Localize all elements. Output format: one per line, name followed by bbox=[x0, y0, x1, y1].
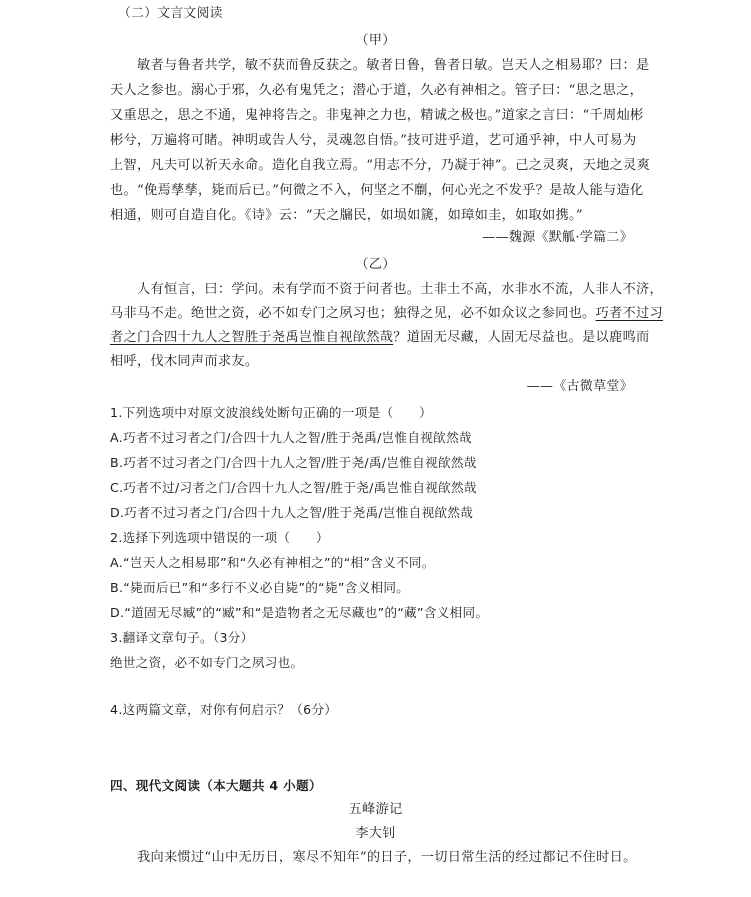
question-1-option: D.巧者不过习者之门/合四十九人之智/胜于尧禹/岂惟自视欿然哉 bbox=[110, 505, 474, 520]
passage-yi-title: （乙） bbox=[355, 257, 396, 272]
question-1-option: A.巧者不过习者之门/合四十九人之智/胜于尧禹/岂惟自视欿然哉 bbox=[110, 430, 472, 445]
passage-jia-line: 彬兮，万遍将可睹。神明或告人兮，灵魂忽自悟。”技可进乎道，艺可通乎神，中人可易为 bbox=[110, 133, 637, 148]
question-1-stem: 1.下列选项中对原文波浪线处断句正确的一项是（ ） bbox=[110, 405, 433, 420]
question-2-option: A.“岂天人之相易耶”和“久必有神相之”的“相”含义不同。 bbox=[110, 555, 435, 570]
passage-yi-line bbox=[110, 329, 650, 347]
passage-jia-line: 又重思之，思之不通，鬼神将告之。非鬼神之力也，精诚之极也。”道家之言曰：“千周灿彬 bbox=[110, 108, 644, 123]
question-2-stem: 2.选择下列选项中错误的一项（ ） bbox=[110, 530, 329, 545]
passage-jia-line: 天人之参也。溺心于邪，久必有鬼凭之；潜心于道，久必有神相之。管子曰：“思之思之， bbox=[110, 83, 644, 98]
passage-jia-line: 相通，则可自造自化。《诗》云：“天之牖民，如埙如篪，如璋如圭，如取如携。” bbox=[110, 208, 583, 223]
passage-yi-text: 马非马不走。绝世之资，必不如专门之夙习也；独得之见，必不如众议之参同也。 bbox=[110, 306, 596, 321]
passage-yi-text: ？道固无尽藏，人固无尽益也。是以鹿鸣而 bbox=[393, 330, 650, 345]
passage-yi-line: 人有恒言，曰：学问。未有学而不资于问者也。土非土不高，水非水不流，人非人不济， bbox=[110, 282, 663, 297]
passage-jia-source: ——魏源《默觚·学篇二》 bbox=[482, 230, 633, 245]
wavy-underlined-text: 者之门合四十九人之智胜于尧禹岂惟自视欿然哉 bbox=[110, 330, 394, 345]
passage-yi-line: 相呼，伐木同声而求友。 bbox=[110, 354, 259, 369]
article-title: 五峰游记 bbox=[348, 802, 403, 817]
passage-jia-line: 上智，凡夫可以祈天永命。造化自我立焉。“用志不分，乃凝于神”。己之灵爽，天地之灵爽 bbox=[110, 158, 651, 173]
question-2-option: D.“道固无尽臧”的“臧”和“是造物者之无尽藏也”的“藏”含义相同。 bbox=[110, 605, 489, 620]
wavy-underlined-text: 巧者不过习 bbox=[595, 306, 663, 321]
passage-jia-title: （甲） bbox=[355, 33, 396, 48]
article-author: 李大钊 bbox=[355, 826, 396, 841]
question-2-option: B.“毙而后已”和“多行不义必自毙”的“毙”含义相同。 bbox=[110, 580, 410, 595]
question-3-sentence: 绝世之资，必不如专门之夙习也。 bbox=[110, 655, 304, 670]
passage-yi-line bbox=[110, 305, 663, 323]
question-3-stem: 3.翻译文章句子。（3分） bbox=[110, 630, 254, 645]
article-first-line: 我向来惯过“山中无历日，寒尽不知年”的日子，一切日常生活的经过都记不住时日。 bbox=[110, 850, 637, 865]
section-heading-modern-reading: 四、现代文阅读（本大题共 4 小题） bbox=[110, 778, 322, 793]
passage-jia-line: 敏者与鲁者共学，敏不获而鲁反获之。敏者日鲁，鲁者日敏。岂天人之相易耶？曰：是 bbox=[110, 58, 650, 73]
passage-jia-line: 也。“俛焉孳孳，毙而后已。”何微之不入，何坚之不劘，何心光之不发乎？是故人能与造化 bbox=[110, 183, 644, 198]
question-1-option: C.巧者不过/习者之门/合四十九人之智/胜于尧/禹岂惟自视欿然哉 bbox=[110, 480, 477, 495]
passage-yi-source: ——《古微草堂》 bbox=[526, 379, 633, 394]
section-heading-classical-reading: （二）文言文阅读 bbox=[118, 6, 223, 21]
question-4-stem: 4.这两篇文章，对你有何启示？（6分） bbox=[110, 702, 338, 717]
question-1-option: B.巧者不过习者之门/合四十九人之智/胜于尧/禹/岂惟自视欿然哉 bbox=[110, 455, 477, 470]
